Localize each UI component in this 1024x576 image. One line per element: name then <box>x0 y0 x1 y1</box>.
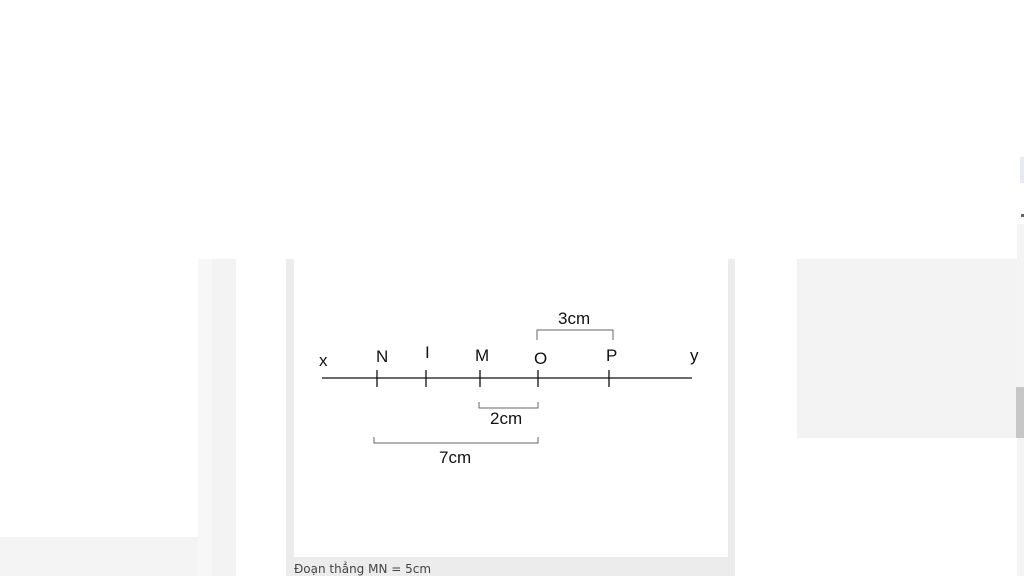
label-x: x <box>319 351 328 370</box>
label-point-m: M <box>475 346 490 365</box>
label-point-o: O <box>534 349 548 368</box>
label-point-n: N <box>376 347 389 366</box>
bracket-mo <box>479 402 538 408</box>
measure-op: 3cm <box>558 309 591 328</box>
label-point-i: I <box>425 343 430 362</box>
scrollbar-thumb[interactable] <box>1016 387 1024 438</box>
right-edge-tab[interactable] <box>1020 157 1024 183</box>
right-sidebar-panel <box>797 259 1024 438</box>
measure-mo: 2cm <box>490 409 523 428</box>
bracket-no <box>374 437 538 443</box>
measure-no: 7cm <box>439 448 472 467</box>
label-point-p: P <box>606 346 618 365</box>
label-y: y <box>690 346 699 365</box>
bracket-op <box>537 330 613 340</box>
image-caption: Đoạn thẳng MN = 5cm <box>294 562 432 576</box>
